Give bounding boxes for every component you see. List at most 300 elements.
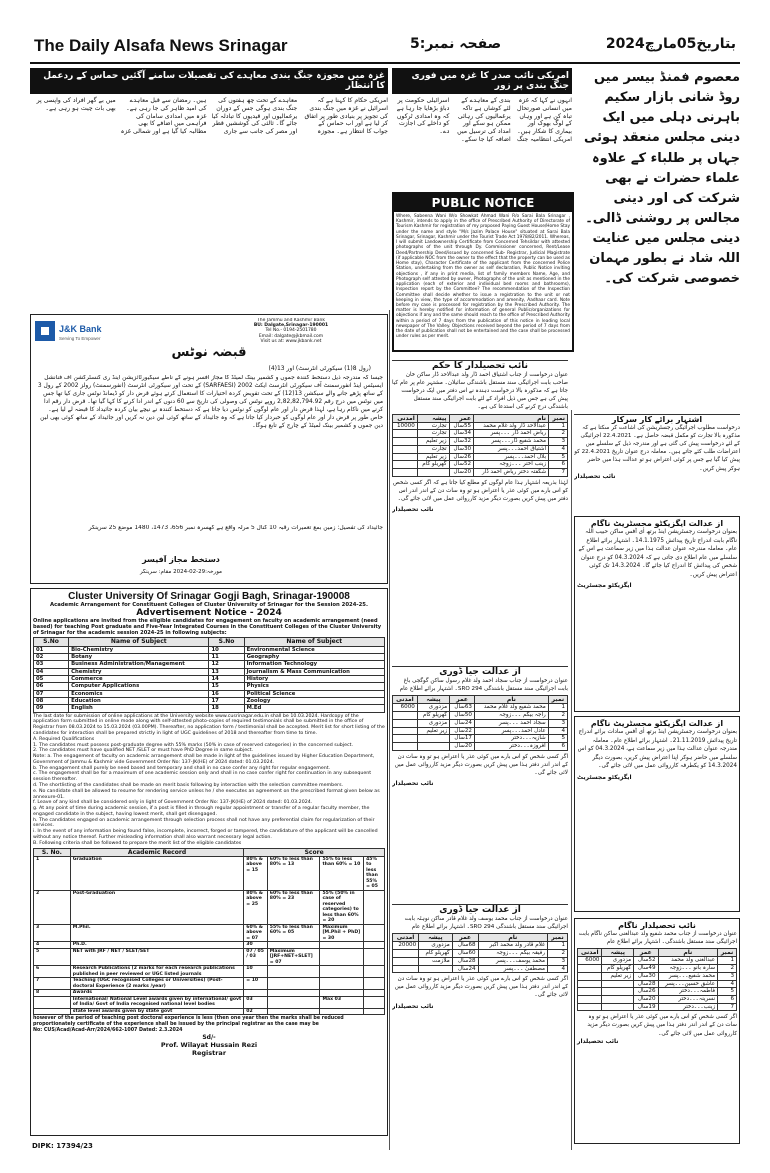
table-cell: 30سال <box>449 445 474 453</box>
table-header-cell: عمر <box>450 696 475 704</box>
table-cell: 6 <box>548 742 567 750</box>
subject-row <box>34 668 385 675</box>
table-cell: 2 <box>548 712 567 720</box>
score-cell: state level awards given by state govt <box>70 1008 243 1015</box>
score-header: Academic Record <box>70 848 243 856</box>
left-body: امریکی حکام کا کہنا ہے کہ اسرائیل نے غزہ میں جنگ بندی کی تجویز پر بنیادی طور پر اتفاق کر لیا ہے اور اب حماس کے جواب کا انتظار ہے۔ مجوزہ معاہدے کے تحت چھ ہفتوں کی جنگ بندی ہوگی جس کے دوران یرغمالیوں اور قیدیوں کا تبادلہ کیا جائے گا۔ ثالثی کی کوششیں قطر اور مصر کی جانب سے جاری ہیں۔ رمضان سے قبل معاہدے کی امید ظاہر کی جا رہی ہے۔ غزہ میں امدادی سامان کی فراہمی میں اضافے کا بھی مطالبہ کیا گیا ہے اور شمالی غزہ میں بے گھر افراد کی واپسی پر بھی بات چیت ہو رہی ہے۔ <box>36 97 388 135</box>
right-notice-4-footer: اگر کسی شخص کو اس بارے میں کوئی عذر یا اعتراض ہو تو وہ سات دن کے اندر اندر دفتر ہذا میں پیش کریں بصورت دیگر مزید کارروائی عمل میں لائی جائے گی۔ <box>587 1014 737 1037</box>
svg-text:Serving To Empower: Serving To Empower <box>59 336 101 341</box>
right-notice-1-body: درخواست مطلوب اجرائیگی رجسٹریشن کی اشاعت کر سکتا ہے کہ مذکورہ بالا تجارت کو مکمل قبضہ حاصل ہے۔ 22.4.2021 اجرائیگی کے لئے درخواست پیش کی گئی ہے اور مندرجہ ذیل کے سلسلے میں اعتراضات طلب کئے جاتے ہیں۔ معاملہ درج عنوان تاریخ 22.4.2021 کو پیش کیا گیا ہے جس پر کوئی اعتراض ہو تو عدالت ہذا میں حاضر ہوکر پیش کریں۔ <box>574 425 740 472</box>
table-cell: گھریلو کام <box>417 461 449 469</box>
subject-cell: Computer Applications <box>69 683 209 690</box>
mid-notice-3-sign: نائب تحصیلدار <box>392 1002 434 1010</box>
score-row <box>34 948 385 966</box>
table-cell: 1 <box>548 704 567 712</box>
right-notice-4-sign: نائب تحصیلدار <box>577 1037 619 1045</box>
table-cell: 4 <box>718 980 737 988</box>
table-cell: 7 <box>549 468 568 476</box>
table-cell: 20سال <box>634 995 658 1003</box>
table-cell: 6 <box>549 461 568 469</box>
score-cell: 60% to less than 80% = 23 <box>267 890 320 924</box>
table-cell: تجارت <box>417 430 449 438</box>
column-rule <box>389 310 390 1150</box>
score-row <box>34 978 385 990</box>
table-cell: افروزہ۔۔۔دختر <box>475 742 549 750</box>
table-header-cell: عمر <box>634 949 658 957</box>
score-cell: Maximum [JRF+NET+SLET] = 07 <box>267 948 320 966</box>
right-notice-3-body: بعنوان درخواست رجسٹریشن اینڈ برتھ ای آفس سادات برائے اندراج تاریخ پیدائش 21.11.2019۔ اشتہار برائے اطلاع عام۔ معاملہ مندرجہ عنوان عدالت ہذا میں زیر سماعت ہے، 04.3.2024 کو اس سلسلے میں حاضر ہوکر اپنا اعتراض پیش کریں، بصورت دیگر 14.3.2024 کو یکطرفہ کارروائی عمل میں لائی جائے گی۔ <box>577 729 737 770</box>
score-cell: 07 / 05 / 03 <box>244 948 268 966</box>
table-cell: 50سال <box>450 712 475 720</box>
mid-notice-1-body: عنوان درخواست از جناب اشتیاق احمد ڈار ولد عبدالاحد ڈار ساکن خان صاحب بابت اجرائیگی سند مستقل باشندگی سائیلان۔ مشتہر عام پر عام کیا جاتا ہے کہ مذکورہ بالا درخواست دہندہ نے اس دفتر میں ایک درخواست پیش کی ہے جس میں ذیل افراد کے لئے بابت اجرائیگی سند مستقل باشندگی درج کرنے کی استدعا کی ہے۔ <box>392 372 568 411</box>
table-header-cell: نمبر <box>718 949 737 957</box>
table-row <box>393 712 568 720</box>
table-row <box>393 735 568 743</box>
table-cell <box>417 735 449 743</box>
subject-cell: Bio-Chemistry <box>69 646 209 653</box>
score-cell: 30 <box>244 942 268 949</box>
score-cell <box>267 978 320 990</box>
subject-cell: 08 <box>34 697 69 704</box>
subject-row <box>34 653 385 660</box>
page-label: صفحہ نمبر:5 <box>410 36 502 52</box>
table-cell: 5 <box>718 988 737 996</box>
score-row <box>34 1008 385 1015</box>
right-notice-2 <box>574 516 740 712</box>
right-notice-3 <box>574 716 740 912</box>
table-cell <box>393 453 418 461</box>
score-cell: 2 <box>34 890 71 924</box>
table-cell: سارہ بانو ۔۔۔زوجہ <box>658 965 718 973</box>
subjects-header: Name of Subject <box>69 638 209 646</box>
table-header-cell: عمر <box>452 934 478 942</box>
table-cell: شگفتہ دختر ریاض احمد ڈار <box>474 468 549 476</box>
table-header-cell: آمدنی <box>578 949 602 957</box>
table-cell <box>393 742 418 750</box>
table-header-cell: پیشہ <box>417 696 449 704</box>
score-cell <box>364 996 385 1008</box>
subject-cell: 18 <box>209 705 244 712</box>
subjects-header: S.No <box>209 638 244 646</box>
table-cell: 20سال <box>449 468 474 476</box>
bank-notice-subtitle: (رول 8(1) سیکورٹی انٹرسٹ) اور 13(4) <box>268 365 371 372</box>
table-cell <box>417 742 449 750</box>
score-cell: Maximum [M.Phil + PhD] = 30 <box>320 924 364 942</box>
table-cell: 5 <box>549 453 568 461</box>
table-header-cell: نمبر <box>548 696 567 704</box>
subject-row <box>34 705 385 712</box>
table-row <box>578 995 737 1003</box>
table-cell: 4 <box>549 445 568 453</box>
right-notice-3-sign: ایگزیکٹو مجسٹریٹ <box>577 773 632 781</box>
mid-notice-2-body: عنوان درخواست از جناب سجاد احمد ولد غلام رسول ساکن گوگجی باغ بابت اجرائیگی سند مستقل باشندگی SRO 294۔ اشتہار برائے اطلاع عام <box>399 678 568 693</box>
table-header-cell: نمبر <box>547 934 567 942</box>
subject-cell: Business Administration/Management <box>69 661 209 668</box>
table-header-cell: نام <box>478 934 547 942</box>
table-cell <box>393 468 418 476</box>
table-row <box>393 468 568 476</box>
top-right-headline: معصوم فمنڈ بیسر میں روڈ شانی بازار سکیم باہرنی دہلی میں ایک دینی مجلس منعقد ہوئی جہاں پر طلباء کے علاوہ علماء حضرات نے بھی شرکت کی اور دینی مجالس پر روشنی ڈالی۔دینی مجلس میں عنایت اللہ شاد نے بطور مہمان خصوصی شرکت کی۔ <box>583 70 740 287</box>
table-cell: مزدوری <box>417 719 449 727</box>
subject-row <box>34 675 385 682</box>
table-cell: 1 <box>718 957 737 965</box>
table-cell: 2 <box>549 430 568 438</box>
table-cell <box>602 980 634 988</box>
table-cell: راجہ بیگم ۔۔۔زوجہ <box>475 712 549 720</box>
university-intro: Online applications are invited from the eligible candidates for engagement on faculty on academic arrangement (need based) for teaching Post graduate and Five-Year Integrated Courses in the Constituent Colleges of the Cluster University of Srinagar for the academic session 2024-25 in following subjects: <box>33 618 382 637</box>
score-cell: 02 <box>244 1008 268 1015</box>
bank-branch-line: BU: Dalgate,Srinagar-190001 <box>253 323 329 329</box>
table-header-cell: پیشہ <box>602 949 634 957</box>
score-header: Score <box>244 848 385 856</box>
score-row <box>34 966 385 978</box>
table-cell: زینب۔۔۔دختر <box>658 1003 718 1011</box>
table-cell: زیر تعلیم <box>417 453 449 461</box>
bank-sign-title: دستخط مجاز آفیسر <box>142 555 220 564</box>
subject-cell: 13 <box>209 668 244 675</box>
score-cell: 6 <box>34 966 71 978</box>
table-header-cell: آمدنی <box>393 934 419 942</box>
table-cell: نسرینہ۔۔۔دختر <box>658 995 718 1003</box>
table-row <box>393 461 568 469</box>
university-conditions: The last date for submission of online applications at the University website www.cusrinagar.edu.in shall be 10.03.2024. Hardcopy of the application form submitted in online mode along with self-attested photo-copies of required testimonials shall be submitted in the office of Registrar from 08.03.2024 to 15.03.2024 (03.00PM). Thereafter, no application form / testimonial shall be accepted. Merit list for short listing of the candidates for interaction shall be prepared strictly in light of UGC guidelines of 2018 and thereafter from time to time. A. Required Qualifications 1. The candidates must possess post-graduate degree with 55% marks (50% in case of reserved categories) in the concerned subject. 2. The candidates must have qualified NET /SLET or must have PhD Degree in same subject. Note: a. The engagement of faculty on academic arrangement shall be made in light of the guidelines issued by Higher Education Department, Government of Jammu & Kashmir vide Government Order No: 137-JK(HE) of 2024 dated: 01.03.2024. b. The engagement shall purely be need based and temporary and shall in no case confer any right for regular engagement. c. The engagement shall be for a maximum of one academic session only and shall in no case confer right for continuation in any subsequent session thereafter. d. The shortlisting of the candidates shall be made on merit basis following by interaction with the selection committee members. e. No candidate shall be allowed to resume for rendering service unless he / she executes an agreement on the prescribed format given below as annexure-01. f. Leave of any kind shall be considered only in light of Government Order No: 137-JK(HE) of 2024 dated: 01.03.2024. g. At any point of time during academic session, if a post is filled in through regular appointment or transfer of a regular faculty member, the engaged candidate in the subject, having lowest merit, shall get disengaged. h. The candidates engaged on academic arrangement through selection process shall not have any preferential claim for regularization of their services. i. In the event of any information being found false, incomplete, incorrect, forged or tampered, the candidature of the applicant will be cancelled without any notice thereof. Further misleading information shall also warrant necessary legal action. B. Following criteria shall be followed to prepare the merit list of the eligible candidates <box>33 713 385 846</box>
score-cell <box>320 948 364 966</box>
score-cell <box>364 948 385 966</box>
table-cell: 55سال <box>449 422 474 430</box>
subject-cell: M.Ed <box>244 705 384 712</box>
subject-cell: Economics <box>69 690 209 697</box>
table-cell: تجارت <box>417 422 449 430</box>
score-cell: Research Publications (2 marks for each research publications published in peer reviewed or UGC listed journals <box>70 966 243 978</box>
table-cell: 63سال <box>450 704 475 712</box>
table-cell: 20سال <box>450 742 475 750</box>
bank-sign-date: مورخہ:29-02-2024 مقام: سرینگر <box>140 569 222 575</box>
table-cell: مزدوری <box>602 957 634 965</box>
mid-notice-2-sign: نائب تحصیلدار <box>392 779 434 787</box>
right-notice-4-table <box>577 948 737 1011</box>
top-right-story <box>578 68 740 408</box>
table-header-cell: نام <box>474 414 549 422</box>
table-cell: 4 <box>547 965 567 973</box>
table-row <box>393 453 568 461</box>
table-cell: 20000 <box>393 942 419 950</box>
bank-branch-line: Email: dalgate@jkbmail.com <box>258 333 324 339</box>
subject-cell: Journalism & Mass Communication <box>244 668 384 675</box>
mid-notice-1-footer: لہٰذا بذریعہ اشتہار ہذا عام لوگوں کو مطلع کیا جاتا ہے کہ اگر کسی شخص کو اس بارے میں کوئی عذر یا اعتراض ہو تو وہ سات دن کے اندر اندر اس دفتر میں پیش کریں بصورت دیگر مزید کارروائی عمل میں لائی جائے گی۔ <box>393 479 568 502</box>
mid-notice-2-table <box>392 695 568 750</box>
score-cell: 45% to less than 55% = 05 <box>364 856 385 890</box>
university-subtitle: Academic Arrangement for Constituent Colleges of Cluster University of Srinagar for the Session 2024-25. <box>50 602 368 608</box>
table-row <box>393 742 568 750</box>
table-cell: 1 <box>547 942 567 950</box>
score-cell <box>34 1008 71 1015</box>
score-cell: Ph.D. <box>70 942 243 949</box>
right-notice-2-sign: ایگزیکٹو مجسٹریٹ <box>577 582 632 590</box>
university-footer: however of the period of teaching post doctoral experience is less (then one year then the marks shall be reduced proportionately certificate of the experience shall be issued by the principal registrar as the case may be No: CUS/Acad/Acad-Arr/2024/662-1007 Dated: 2.3.2024 <box>33 1016 344 1033</box>
table-cell: 30سال <box>634 972 658 980</box>
table-row <box>393 727 568 735</box>
score-cell: Max 03 <box>320 996 364 1008</box>
public-notice <box>392 192 574 352</box>
table-row <box>393 704 568 712</box>
table-cell: 3 <box>548 719 567 727</box>
score-cell: 80% & above = 15 <box>244 856 268 890</box>
subject-cell: 10 <box>209 646 244 653</box>
score-cell: 60% & above = 07 <box>244 924 268 942</box>
subject-cell: 15 <box>209 683 244 690</box>
table-cell <box>578 965 602 973</box>
table-cell: 49سال <box>634 965 658 973</box>
subject-cell: History <box>244 675 384 682</box>
table-cell: ملازمت <box>419 957 453 965</box>
table-cell <box>393 950 419 958</box>
score-cell: Post-Graduation <box>70 890 243 924</box>
table-row <box>393 438 568 446</box>
table-header-cell: آمدنی <box>393 414 418 422</box>
table-row <box>393 950 568 958</box>
bank-notice-title: قبضہ نوٹس <box>171 345 247 360</box>
score-table <box>33 848 385 1016</box>
score-cell: 10 <box>244 966 268 978</box>
table-cell: 34سال <box>449 430 474 438</box>
table-cell: مصطفیٰ ۔۔۔پسر <box>478 965 547 973</box>
score-cell: 7 <box>34 978 71 990</box>
table-cell <box>602 995 634 1003</box>
table-cell: 19سال <box>634 1003 658 1011</box>
table-cell <box>602 988 634 996</box>
table-cell <box>393 445 418 453</box>
right-notice-3-title: از عدالت ایگزیکٹو مجسٹریٹ ناگام <box>590 719 724 728</box>
table-cell: اشتیاق احمد۔۔۔پسر <box>474 445 549 453</box>
score-row <box>34 996 385 1008</box>
subjects-header: S.No <box>34 638 69 646</box>
center-story <box>392 68 572 188</box>
score-cell <box>320 966 364 978</box>
table-cell: 52سال <box>634 957 658 965</box>
table-row <box>393 422 568 430</box>
score-cell: 55% (50% in case of reserved categories) to less than 60% = 20 <box>320 890 364 924</box>
left-headline: غزہ میں مجوزہ جنگ بندی معاہدے کی تفصیلات سامنے آگئیں حماس کے ردعمل کا انتظار <box>30 68 388 94</box>
table-cell: 28سال <box>452 957 478 965</box>
mid-notice-1-title: نائب تحصیلدار کا حکم <box>431 361 528 371</box>
subject-cell: 14 <box>209 675 244 682</box>
table-cell <box>393 430 418 438</box>
table-cell: محمد شفیع ڈار۔۔۔پسر <box>474 438 549 446</box>
table-cell: 6 <box>718 995 737 1003</box>
subject-cell: Education <box>69 697 209 704</box>
table-cell: 24سال <box>452 965 478 973</box>
table-cell: مزدوری <box>419 942 453 950</box>
score-cell: 80% & above = 25 <box>244 890 268 924</box>
subject-cell: 01 <box>34 646 69 653</box>
table-row <box>578 980 737 988</box>
university-title: Cluster University Of Srinagar Gogji Bagh, Srinagar-190008 <box>68 591 350 602</box>
right-notice-1-title: اشتہار برائے کار سرکار <box>611 415 703 424</box>
table-cell: 4 <box>548 727 567 735</box>
table-cell <box>578 980 602 988</box>
score-row <box>34 856 385 890</box>
center-body: انہوں نے کہا کہ غزہ میں انسانی صورتحال تباہ کن ہے اور وہاں کے لوگ بھوک اور بیماری کا شکار ہیں۔ امریکی انتظامیہ جنگ بندی کے معاہدے کے لئے کوشاں ہے تاکہ یرغمالیوں کی رہائی ممکن ہو سکے اور امداد کی ترسیل میں اضافہ کیا جا سکے۔ اسرائیلی حکومت پر دباؤ بڑھایا جا رہا ہے کہ وہ امدادی ٹرکوں کو داخلے کی اجازت دے۔ <box>396 97 572 143</box>
table-row <box>578 1003 737 1011</box>
table-cell <box>393 712 418 720</box>
table-header-cell: نام <box>475 696 549 704</box>
masthead <box>30 30 740 64</box>
table-cell <box>393 727 418 735</box>
left-story <box>30 68 388 308</box>
university-sd: Sd/- <box>202 1033 216 1041</box>
table-row <box>393 430 568 438</box>
score-cell <box>364 1008 385 1015</box>
subject-row <box>34 646 385 653</box>
subjects-table <box>33 637 385 712</box>
score-cell: = 10 <box>244 978 268 990</box>
table-cell: فاطمہ۔۔۔دختر <box>658 988 718 996</box>
table-cell <box>578 1003 602 1011</box>
subject-row <box>34 690 385 697</box>
table-cell: بلال احمد۔۔۔پسر <box>474 453 549 461</box>
table-cell: 32سال <box>449 438 474 446</box>
table-cell: عادل احمد۔۔۔پسر <box>475 727 549 735</box>
score-body <box>34 856 385 1015</box>
subject-row <box>34 697 385 704</box>
table-row <box>393 965 568 973</box>
table-header-cell: آمدنی <box>393 696 418 704</box>
table-cell: 52سال <box>449 461 474 469</box>
subject-cell: 11 <box>209 653 244 660</box>
table-row <box>393 957 568 965</box>
table-cell: سجاد احمد ۔۔۔پسر <box>475 719 549 727</box>
bank-branch-line: Visit us at: www.jkbank.net <box>260 338 322 344</box>
score-cell: International/ National Level awards given by international/ govt of India/ Govt of India recognised national level bodies <box>70 996 243 1008</box>
table-cell: 60سال <box>452 950 478 958</box>
table-cell <box>578 995 602 1003</box>
score-cell: Graduation <box>70 856 243 890</box>
dipk-number: DIPK: 17394/23 <box>32 1142 93 1150</box>
score-cell: 60% to less than 80% = 13 <box>267 856 320 890</box>
score-cell: 5 <box>34 948 71 966</box>
table-cell: 26سال <box>634 988 658 996</box>
table-cell: زینب اختر ۔۔۔زوجہ <box>474 461 549 469</box>
subject-cell: Chemistry <box>69 668 209 675</box>
table-cell: گھریلو کام <box>417 712 449 720</box>
right-notice-2-body: بعنوان درخواست رجسٹریشن اینڈ برتھ ای آفس ساکن حبیب اللہ ناگام بابت اندراج تاریخ پیدائش 14.1.1975۔ اشتہار برائے اطلاع عام۔ معاملہ مندرجہ عنوان عدالت ہذا میں زیر سماعت ہے اس کے سلسلے میں عام اطلاع دی جاتی ہے کہ 04.3.2024 کو درج عنوان شخص کی پیدائش کا اندراج کیا جائے گا۔ 14.3.2024 تک کوئی اعتراض پیش کریں۔ <box>578 529 737 578</box>
university-notice <box>30 588 388 1136</box>
table-cell <box>578 988 602 996</box>
table-header-cell: نمبر <box>549 414 568 422</box>
table-cell <box>417 468 449 476</box>
score-cell: 4 <box>34 942 71 949</box>
subject-cell: Information Technology <box>244 661 384 668</box>
mid-notice-3-body: عنوان درخواست از جناب محمد یوسف ولد غلام قادر ساکن نوہٹہ بابت اجرائیگی سند مستقل باشندگی SRO 294۔ اشتہار برائے اطلاع عام <box>404 916 568 931</box>
table-row <box>578 965 737 973</box>
right-notice-4-body: عنوان درخواست از جناب محمد شفیع ولد عبدالغنی ساکن ناگام بابت اجرائیگی سند مستقل باشندگی۔ اشتہار برائے اطلاع عام <box>578 931 737 946</box>
column-rule <box>571 410 572 1150</box>
university-designation: Registrar <box>191 1048 227 1057</box>
center-headline: امریکی نائب صدر کا غزہ میں فوری جنگ بندی پر زور <box>392 68 572 94</box>
subject-cell: Zoology <box>244 697 384 704</box>
mid-notice-3-title: از عدالت جیا ڈوری <box>439 905 521 915</box>
subject-cell: 17 <box>209 697 244 704</box>
university-notice-title: Advertisement Notice - 2024 <box>136 608 282 618</box>
subject-row <box>34 661 385 668</box>
score-cell <box>320 1008 364 1015</box>
table-cell <box>393 965 419 973</box>
table-row <box>578 988 737 996</box>
subject-cell: Environmental Science <box>244 646 384 653</box>
score-cell: 8 <box>34 990 71 997</box>
score-cell <box>364 890 385 924</box>
table-cell: محمد شفیع۔۔۔پسر <box>658 972 718 980</box>
score-cell: Awards <box>70 990 243 997</box>
mid-notice-1-table <box>392 414 568 477</box>
table-cell: 3 <box>549 438 568 446</box>
table-cell: عاشق حسین۔۔۔پسر <box>658 980 718 988</box>
table-cell <box>578 972 602 980</box>
table-cell: 3 <box>547 957 567 965</box>
score-cell: 1 <box>34 856 71 890</box>
bank-branch-line: The Jammu and Kashmir Bank <box>257 318 325 323</box>
table-cell: رفیقہ بیگم ۔۔۔زوجہ <box>478 950 547 958</box>
subject-cell: Botany <box>69 653 209 660</box>
table-cell: 2 <box>547 950 567 958</box>
table-cell: 10000 <box>393 422 418 430</box>
mid-notice-1 <box>392 360 568 660</box>
right-notice-4 <box>574 918 740 1144</box>
table-cell: مزدوری <box>417 704 449 712</box>
public-notice-body: Where, Sabeena Wani W/o Showkat Ahmad Wani R/o Sarai Bala Srinagar , Kashmir, intends to apply in the office of Prescribed Authority of Directorate of Tourism Kashmir for registration of my proposed Paying Guest House/Home Stay under the name and style "M/s Jazim Palace House" situated at Sarai Bala Srinagar, Srinagar, Kashmir under the Tourist Trade Act 1978/82/2011. Whereas, I will submit Landownership Certificate from Concerned Tehsildar with attested photographs of the unit through Dy. Commissioner concerned, Rent/Lease Deed/Partnership Deed/issued by concerned Sub- Registrar, Judicial Magistrate (if applicable NOC from the owner to the effect that the property can be used as Home stay), Character Certificate of the applicant from the concerned Police Station, undertaking from the owner as self declaration, Public Notice inviting objections , if any in print media, list of family members Name, Age, and Photograph self attested by owner, Photographs of the unit as mentioned in the application (each of exterior and individual bed rooms and bathrooms), Inspection report by the Committee? The recommendation of the Inspection Committee shall decide whether to issue a registration to the unit or not keeping in view, the type of accommodation and amenity, Aadhaar card. Note before my case is processed for registration by the Prescribed Authority. The matter is hereby notified for information of general Public/organizations for objections if any and the same should reach to the office of Prescribed Authority within a period of 7 days from the publication of this notice in leading local newspaper of The Valley. Objections received beyond the period of 7 days from the date of publication shall not be entertained and the case shall be processed under rules as per merit. <box>396 214 570 340</box>
table-cell: عبدالاحد ڈار ولد غلام محمد <box>474 422 549 430</box>
table-cell: 5 <box>548 735 567 743</box>
university-signatory: Prof. Wilayat Hussain Rezi <box>160 1040 258 1049</box>
table-header-cell: عمر <box>449 414 474 422</box>
table-header-cell: نام <box>658 949 718 957</box>
table-cell: محمد یوسف۔۔۔پسر <box>478 957 547 965</box>
table-cell: 7 <box>718 1003 737 1011</box>
score-row <box>34 890 385 924</box>
bank-logo-icon <box>35 319 115 343</box>
table-cell: گھریلو کام <box>419 950 453 958</box>
table-cell: زیر تعلیم <box>417 727 449 735</box>
subject-cell: 07 <box>34 690 69 697</box>
table-row <box>393 719 568 727</box>
table-row <box>578 957 737 965</box>
table-cell: محمد شفیع ولد غلام محمد <box>475 704 549 712</box>
table-cell: شازیہ۔۔۔دختر <box>475 735 549 743</box>
score-cell: 55% to less than 60% = 10 <box>320 856 364 890</box>
mid-notice-1-sign: نائب تحصیلدار <box>392 505 434 513</box>
score-cell: NET with JRF / NET / SLET/SET <box>70 948 243 966</box>
subject-cell: Political Science <box>244 690 384 697</box>
mid-notice-3 <box>392 904 568 1144</box>
subject-row <box>34 683 385 690</box>
subject-cell: English <box>69 705 209 712</box>
table-cell <box>393 735 418 743</box>
score-cell <box>267 1008 320 1015</box>
table-cell: ریاض احمد ڈار ۔۔۔پسر <box>474 430 549 438</box>
subject-cell: 09 <box>34 705 69 712</box>
table-cell: 28سال <box>634 980 658 988</box>
subject-cell: 02 <box>34 653 69 660</box>
right-notice-4-title: نائب تحصیلدار ناگام <box>618 921 696 930</box>
table-cell: 24سال <box>450 719 475 727</box>
score-cell <box>320 978 364 990</box>
table-cell: زیر تعلیم <box>417 438 449 446</box>
bank-branch-block <box>241 318 341 344</box>
subject-cell: Geography <box>244 653 384 660</box>
subject-cell: 12 <box>209 661 244 668</box>
table-cell: 68سال <box>452 942 478 950</box>
public-notice-title: PUBLIC NOTICE <box>394 194 572 212</box>
